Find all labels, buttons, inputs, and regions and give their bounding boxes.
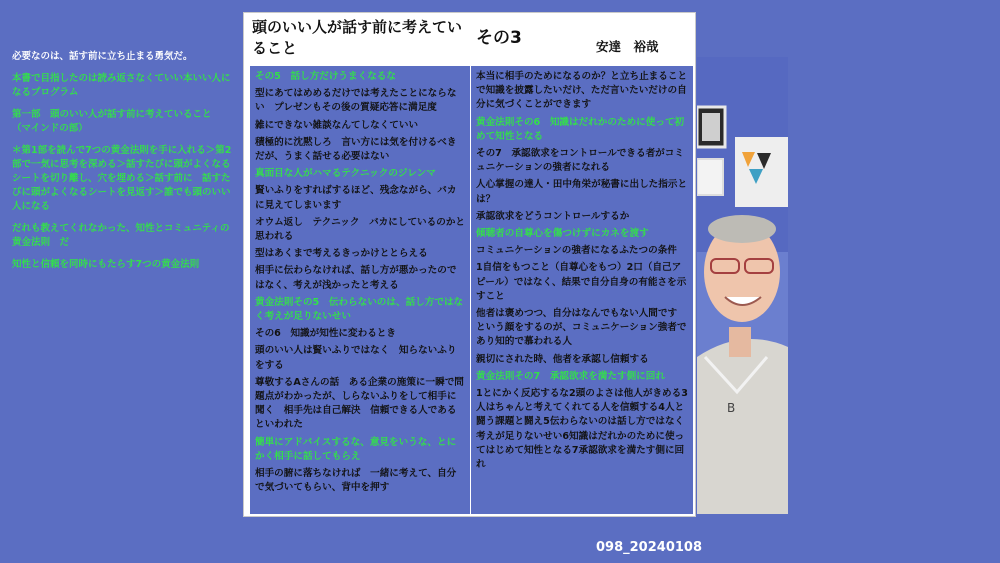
- part-label: その3: [476, 28, 522, 48]
- svg-text:B: B: [727, 401, 736, 415]
- left-column-line: 頭のいい人は賢いふりではなく 知らないふりをする: [255, 345, 457, 371]
- left-column-line: その6 知識が知性に変わるとき: [255, 328, 396, 340]
- right-column-line: 承認欲求をどうコントロールするか: [476, 210, 630, 222]
- right-column-line: コミュニケーションの強者になるふたつの条件: [476, 245, 677, 257]
- note-line: ＊第1部を読んで7つの黄金法則を手に入れる＞第2部で一気に思考を深める＞話すたびに頭がよくなるシートを切り離し、穴を埋める＞話す前に 話すたびに頭がよくなるシートを見返す＞誰でも頭のいい人になる: [12, 145, 232, 212]
- left-column-line: 積極的に沈黙しろ 言い方には気を付けるべきだが、うまく話せる必要はない: [255, 136, 457, 163]
- note-line: 必要なのは、話す前に立ち止まる勇気だ。: [12, 51, 193, 62]
- footer-date: 098_20240108: [596, 540, 702, 555]
- right-column-line: 親切にされた時、他者を承認し信頼する: [476, 353, 649, 365]
- notes-column-right: [471, 66, 693, 514]
- left-column-line: 型にあてはめめるだけでは考えたことにならない プレゼンもその後の質疑応答に満足度: [255, 88, 457, 114]
- left-column-line: オウム返し テクニック バカにしているのかと思われる: [255, 216, 466, 243]
- right-column-line: 人心掌握の達人・田中角栄が秘書に出した指示とは？: [476, 179, 688, 205]
- left-column-line: 尊敬するAさんの話 ある企業の施策に一瞬で問題点がわかったが、しらないふりをして相手に聞く 相手先は自己解決 信頼できる人であるといわれた: [255, 376, 464, 431]
- right-column-line: 傾聴者の自尊心を傷つけずにカネを渡す: [476, 228, 649, 240]
- right-column-line: 他者は褒めつつ、自分はなんでもない人間です という顔をするのが、コミュニケーション強者であり知的で慕われる人: [476, 308, 687, 348]
- left-column-line: 型はあくまで考えるきっかけととらえる: [255, 248, 428, 260]
- left-column-line: 相手の腑に落ちなければ 一緒に考えて、自分で気づいてもらい、背中を押す: [255, 468, 457, 494]
- left-column-line: 賢いふりをすればするほど、残念ながら、バカに見えてしまいます: [255, 185, 457, 211]
- author-name: 安達 裕哉: [596, 39, 659, 54]
- notes-column-left: [250, 66, 470, 514]
- left-column-line: その5 話し方だけうまくなるな: [255, 71, 396, 82]
- book-title: 頭のいい人が話す前に考えていること: [252, 18, 463, 57]
- left-column-line: 簡単にアドバイスするな、意見をいうな、とにかく相手に話してもらえ: [255, 436, 457, 462]
- note-line: 本書で目指したのは読み返さなくていい本いい人になるプログラム: [12, 73, 231, 98]
- left-column-line: 相手に伝わらなければ、話し方が悪かったのではなく、考えが浅かったと考える: [255, 265, 457, 291]
- summary-card: [243, 12, 696, 517]
- left-notes: [12, 50, 240, 280]
- author-photo: [697, 57, 788, 514]
- note-line: だれも教えてくれなかった、知性とコミュニティの 黄金法則 だ: [12, 223, 240, 248]
- left-column-line: 黄金法則その5 伝わらないのは、話し方ではなく考えが足りないせい: [255, 296, 464, 323]
- card-header: [244, 13, 695, 65]
- right-column-line: その7 承認欲求をコントロールできる者がコミュニケーションの強者になれる: [476, 148, 684, 174]
- note-line: 第一部 頭のいい人が話す前に考えていること （マインドの部）: [12, 109, 222, 134]
- right-column-line: 黄金法則その7 承認欲求を満たす側に回れ: [476, 370, 665, 382]
- left-column-line: 真面目な人がハマるテクニックのジレンマ: [255, 168, 436, 180]
- note-line: 知性と信頼を同時にもたらす7つの黄金法則: [12, 259, 200, 270]
- left-column-line: 雑にできない雑談なんてしなくていい: [255, 119, 419, 131]
- right-column-line: 本当に相手のためになるのか？と立ち止まることで知識を披露したいだけ、ただ言いたいだけの自分に気づくことができます: [476, 71, 688, 111]
- right-column-line: 黄金法則その6 知識はだれかのために使って初めて知性となる: [476, 116, 685, 142]
- right-column-line: 1自信をもつこと（自尊心をもつ）2口（自己アピール）ではなく、結果で自分自身の有能さを示すこと: [476, 262, 687, 302]
- author-photo-illustration: [697, 57, 788, 514]
- right-column-line: 1とにかく反応するな2頭のよさは他人がきめる3人はちゃんと考えてくれてる人を信頼する4人と闘う課題と闘え5伝わらないのは話し方ではなく考えが足りないせい6知識はだれかのために使ってはじめて知性となる7承認欲求を満たす側に回れ: [476, 388, 688, 471]
